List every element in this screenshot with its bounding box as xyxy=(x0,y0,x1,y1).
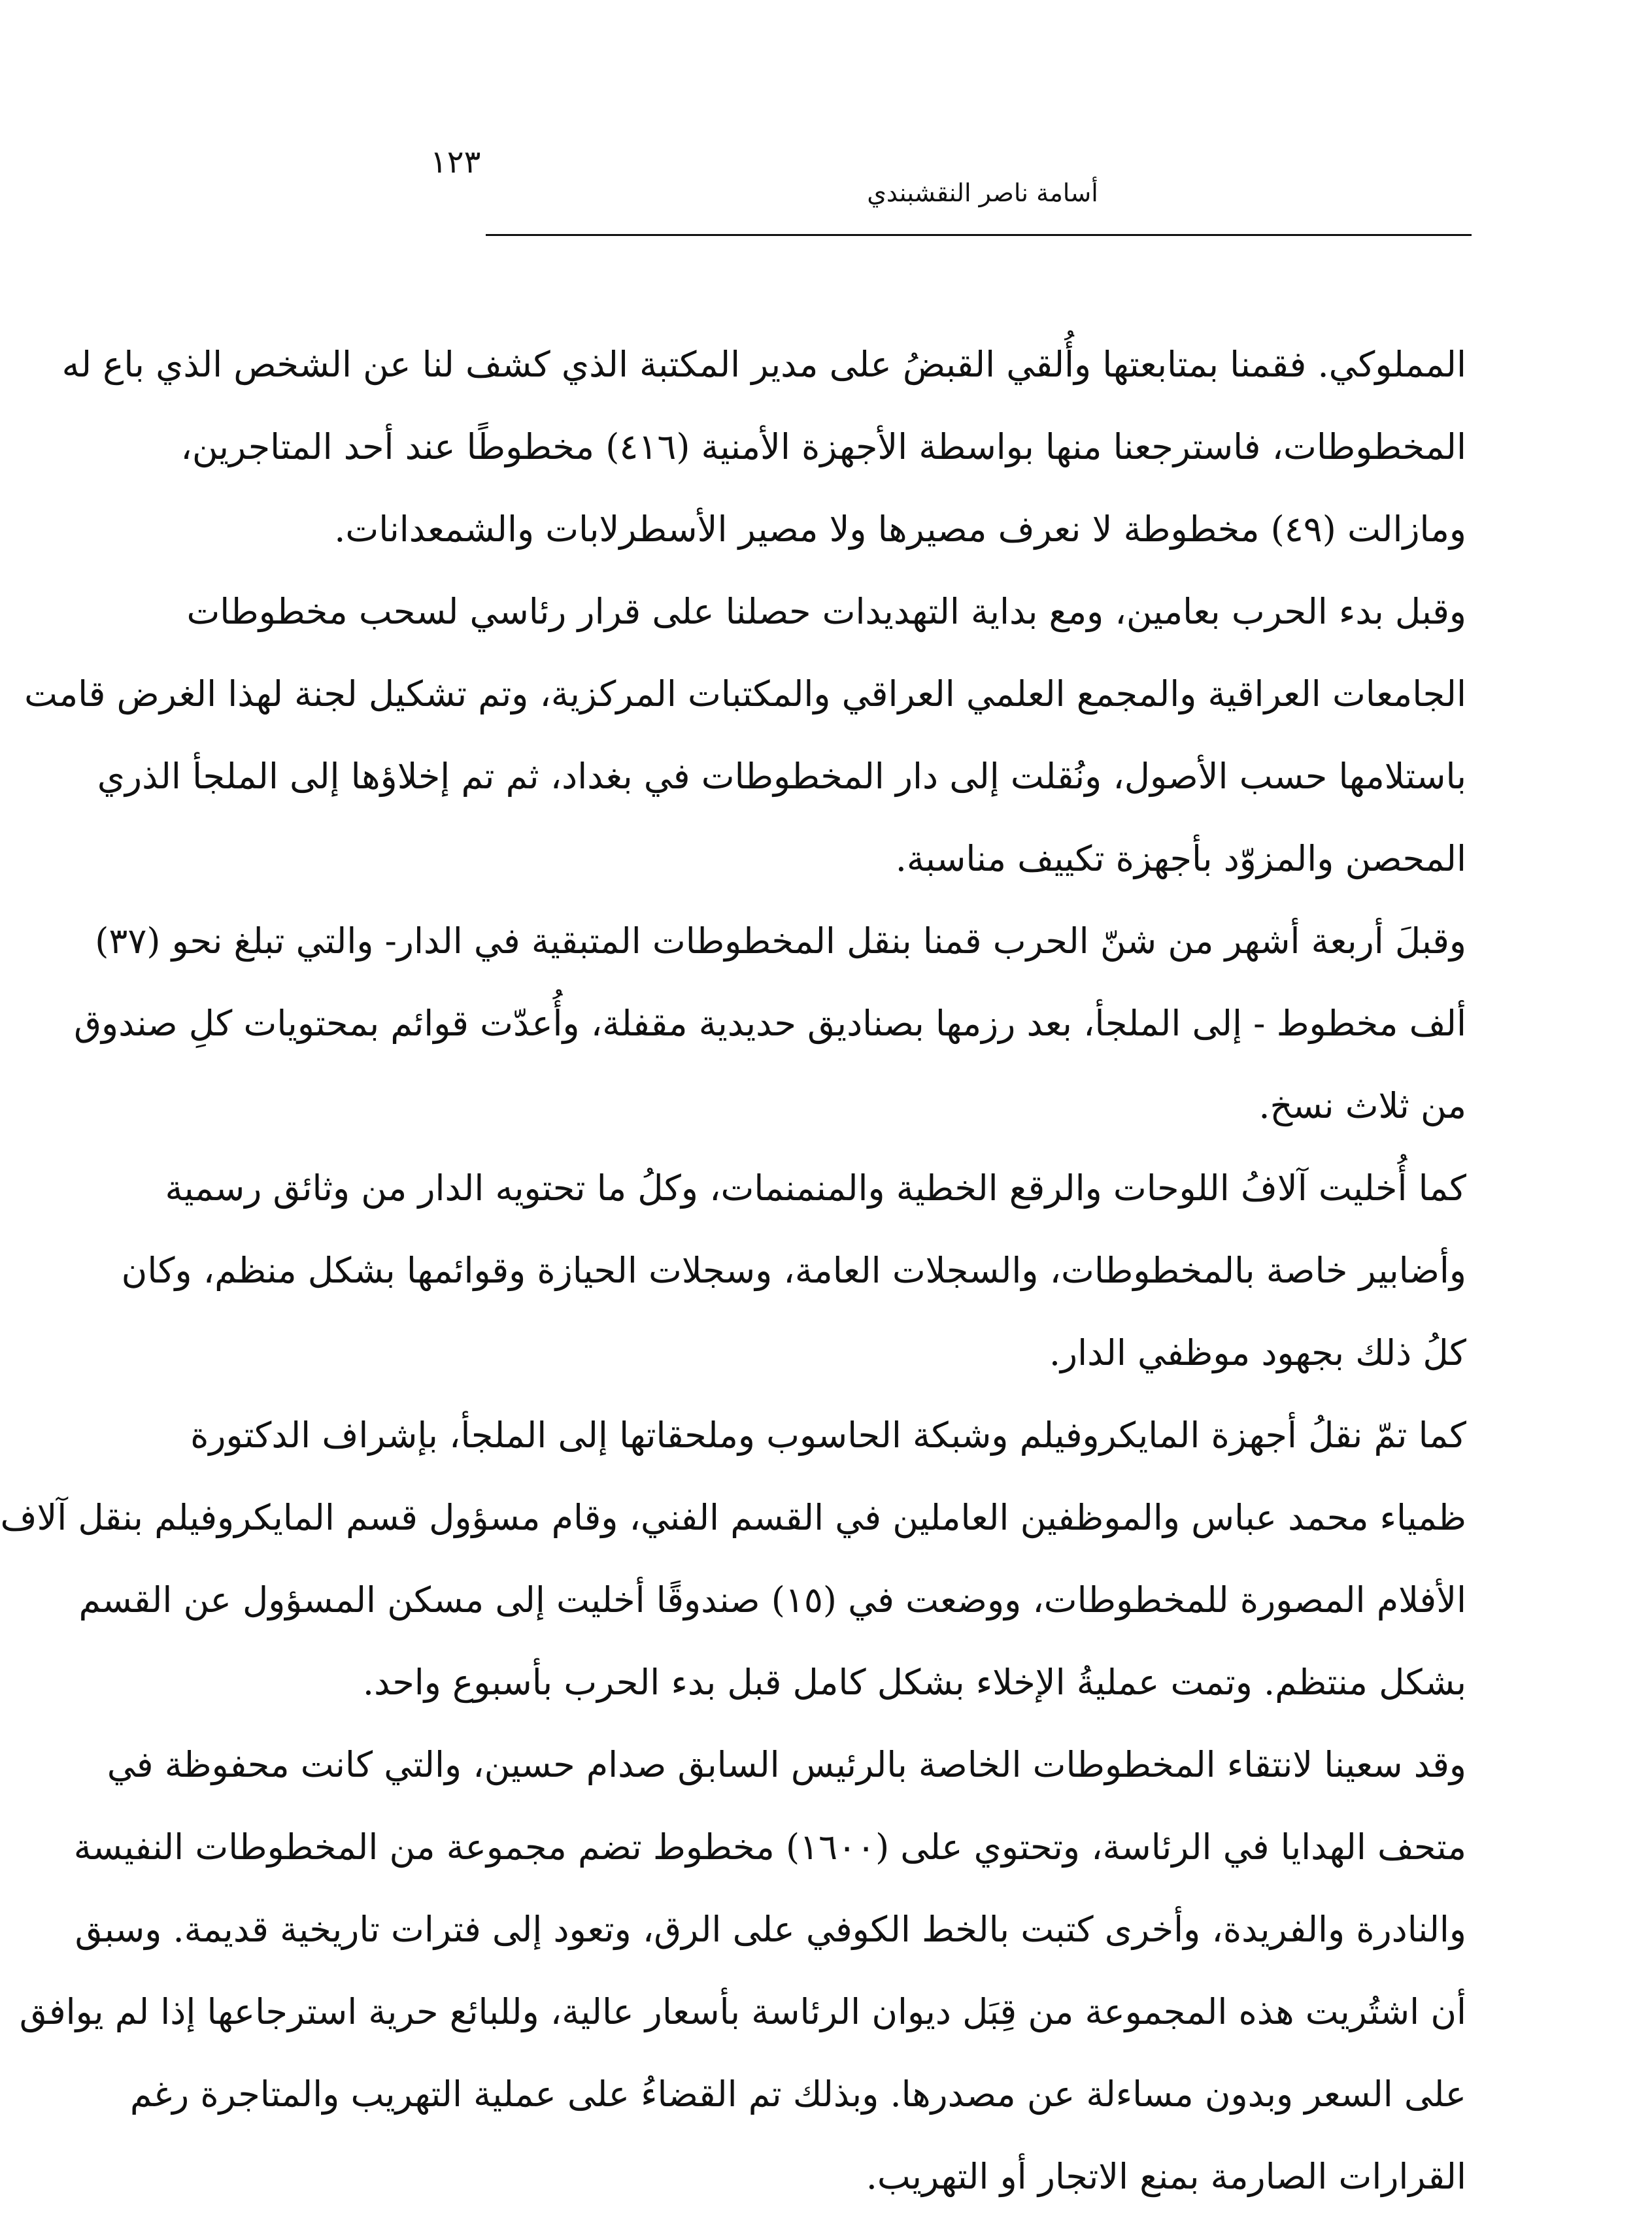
body-line: باستلامها حسب الأصول، ونُقلت إلى دار المخطوطات في بغداد، ثم تم إخلاؤها إلى الملجأ الذري xyxy=(97,756,1466,797)
body-line: بشكل منتظم. وتمت عمليةُ الإخلاء بشكل كامل قبل بدء الحرب بأسبوع واحد. xyxy=(362,1662,1466,1703)
body-line: متحف الهدايا في الرئاسة، وتحتوي على (١٦٠٠) مخطوط تضم مجموعة من المخطوطات النفيسة xyxy=(73,1826,1466,1868)
body-line: على السعر وبدون مساءلة عن مصدرها. وبذلك تم القضاءُ على عملية التهريب والمتاجرة رغم xyxy=(129,2074,1466,2115)
body-line: وأضابير خاصة بالمخطوطات، والسجلات العامة، وسجلات الحيازة وقوائمها بشكل منظم، وكان xyxy=(121,1250,1466,1291)
body-line: وقد سعينا لانتقاء المخطوطات الخاصة بالرئيس السابق صدام حسين، والتي كانت محفوظة في xyxy=(107,1744,1466,1785)
body-text xyxy=(0,324,1466,2218)
body-line: وقبلَ أربعة أشهر من شنّ الحرب قمنا بنقل المخطوطات المتبقية في الدار- والتي تبلغ نحو (٣٧) xyxy=(95,920,1466,962)
body-line: كلُ ذلك بجهود موظفي الدار. xyxy=(1049,1332,1466,1373)
body-line: كما أُخليت آلافُ اللوحات والرقع الخطية والمنمنمات، وكلُ ما تحتويه الدار من وثائق رسمية xyxy=(165,1168,1466,1209)
header-divider xyxy=(486,234,1472,236)
running-head-title: أسامة ناصر النقشبندي xyxy=(867,178,1098,207)
body-line: ألف مخطوط - إلى الملجأ، بعد رزمها بصناديق حديدية مقفلة، وأُعدّت قوائم بمحتويات كلِ صندوق xyxy=(74,1003,1466,1044)
body-line: الجامعات العراقية والمجمع العلمي العراقي والمكتبات المركزية، وتم تشكيل لجنة لهذا الغرض قامت xyxy=(24,673,1466,714)
body-line: المخطوطات، فاسترجعنا منها بواسطة الأجهزة الأمنية (٤١٦) مخطوطًا عند أحد المتاجرين، xyxy=(180,426,1466,467)
body-line: ظمياء محمد عباس والموظفين العاملين في القسم الفني، وقام مسؤول قسم المايكروفيلم بنقل آلاف xyxy=(0,1497,1466,1538)
body-line: كما تمّ نقلُ أجهزة المايكروفيلم وشبكة الحاسوب وملحقاتها إلى الملجأ، بإشراف الدكتورة xyxy=(190,1415,1466,1456)
body-line: المملوكي. فقمنا بمتابعتها وأُلقي القبضُ على مدير المكتبة الذي كشف لنا عن الشخص الذي باع له xyxy=(61,344,1466,385)
page-number: ١٢٣ xyxy=(430,144,481,180)
body-line: والنادرة والفريدة، وأخرى كتبت بالخط الكوفي على الرق، وتعود إلى فترات تاريخية قديمة. وسبق xyxy=(75,1909,1466,1950)
body-line: المحصن والمزوّد بأجهزة تكييف مناسبة. xyxy=(895,838,1466,879)
body-line: الأفلام المصورة للمخطوطات، ووضعت في (١٥) صندوقًا أخليت إلى مسكن المسؤول عن القسم xyxy=(78,1579,1466,1621)
body-line: من ثلاث نسخ. xyxy=(1258,1085,1466,1126)
body-line: القرارات الصارمة بمنع الاتجار أو التهريب. xyxy=(866,2156,1466,2197)
body-line: أن اشتُريت هذه المجموعة من قِبَل ديوان الرئاسة بأسعار عالية، وللبائع حرية استرجاعها إذا لم يوافق xyxy=(19,1991,1466,2032)
body-line: وقبل بدء الحرب بعامين، ومع بداية التهديدات حصلنا على قرار رئاسي لسحب مخطوطات xyxy=(186,591,1466,632)
body-line: ومازالت (٤٩) مخطوطة لا نعرف مصيرها ولا مصير الأسطرلابات والشمعدانات. xyxy=(334,509,1466,550)
